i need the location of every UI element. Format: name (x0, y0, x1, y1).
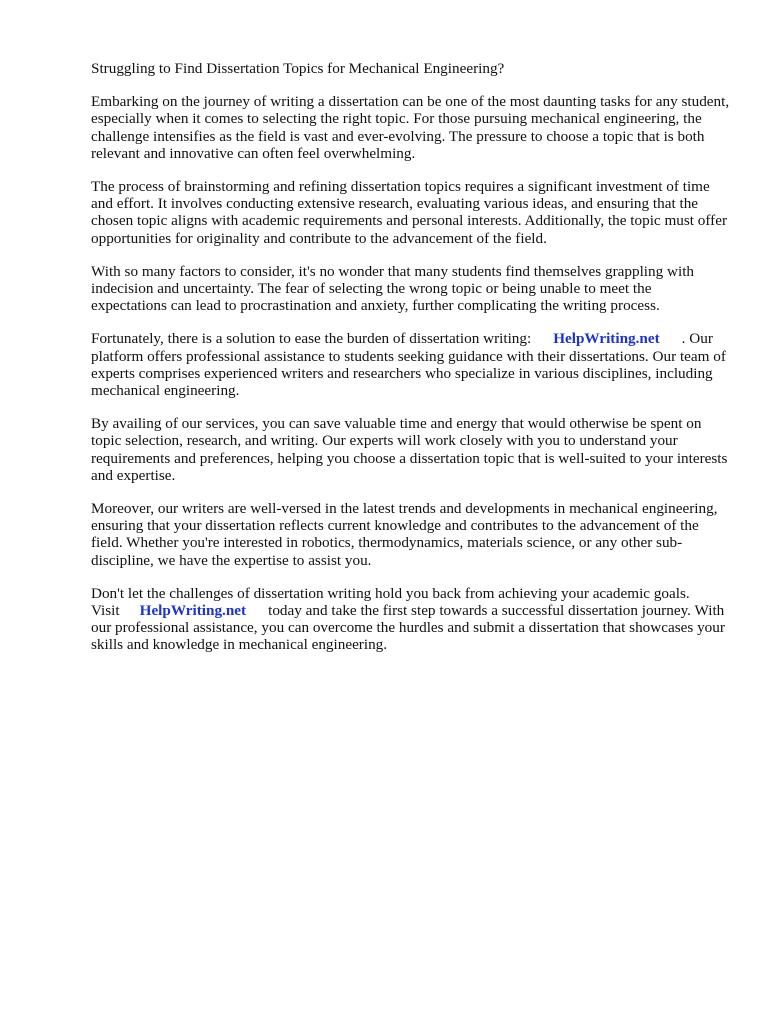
paragraph-intro: Embarking on the journey of writing a dissertation can be one of the most daunting tasks for any student, especially when it comes to selecting the right topic. For those pursuing mechanical engineering, the challenge intensifies as the field is vast and ever-evolving. The pressure to choose a topic that is both relevant and innovative can often feel overwhelming. (91, 93, 730, 162)
paragraph-solution (91, 330, 731, 399)
closing-text-before-link: Don't let the challenges of dissertation writing hold you back from achieving your academic goals. Visit (91, 584, 690, 620)
solution-text-after-link: . Our platform offers professional assistance to students seeking guidance with their dissertations. Our team of experts comprises experienced writers and researchers who specialize in various disciplines, including mechanical engineering. (91, 330, 726, 400)
document-page (91, 60, 731, 670)
paragraph-writers: Moreover, our writers are well-versed in the latest trends and developments in mechanical engineering, ensuring that your dissertation reflects current knowledge and contributes to the advancement of the field. Whether you're interested in robotics, thermodynamics, materials science, or any other sub-discipline, we have the expertise to assist you. (91, 500, 718, 569)
paragraph-process: The process of brainstorming and refining dissertation topics requires a significant investment of time and effort. It involves conducting extensive research, evaluating various ideas, and ensuring that the chosen topic aligns with academic requirements and personal interests. Additionally, the topic must offer opportunities for originality and contribute to the advancement of the field. (91, 178, 728, 247)
paragraph-factors: With so many factors to consider, it's no wonder that many students find themselves grappling with indecision and uncertainty. The fear of selecting the wrong topic or being unable to meet the expectations can lead to procrastination and anxiety, further complicating the writing process. (91, 262, 695, 315)
paragraph-services: By availing of our services, you can save valuable time and energy that would otherwise be spent on topic selection, research, and writing. Our experts will work closely with you to understand your requirements and preferences, helping you choose a dissertation topic that is well-suited to your interests and expertise. (91, 415, 728, 484)
paragraph-closing (91, 585, 731, 654)
helpwriting-link[interactable]: HelpWriting.net (553, 330, 660, 348)
closing-text-after-link: today and take the first step towards a successful dissertation journey. With our professional assistance, you can overcome the hurdles and submit a dissertation that showcases your skills and knowledge in mechanical engineering. (91, 602, 725, 654)
document-title: Struggling to Find Dissertation Topics for Mechanical Engineering? (91, 60, 505, 77)
helpwriting-link-closing[interactable]: HelpWriting.net (139, 602, 247, 620)
solution-text-before-link: Fortunately, there is a solution to ease the burden of dissertation writing: (91, 330, 532, 348)
